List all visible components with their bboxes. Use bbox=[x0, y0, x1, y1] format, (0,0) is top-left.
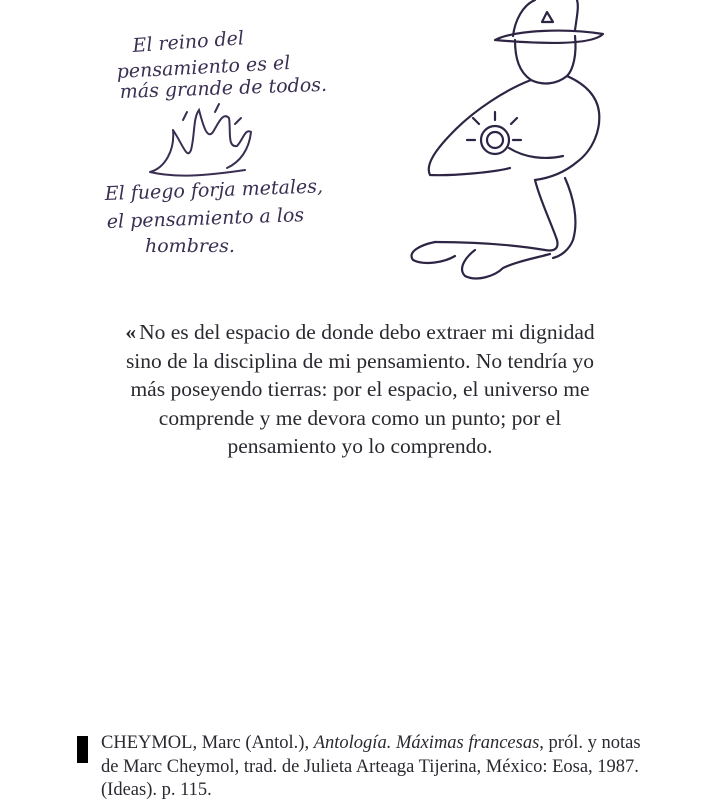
quote-mark-icon: « bbox=[125, 320, 136, 344]
citation-title: Antología. Máximas francesas bbox=[313, 733, 540, 753]
citation-author: CHEYMOL, Marc (Antol.), bbox=[101, 733, 314, 753]
sketch-illustration bbox=[95, 0, 625, 295]
caption-line-4: El fuego forja metales, bbox=[104, 175, 324, 205]
caption-line-6: hombres. bbox=[145, 235, 235, 257]
fire-icon bbox=[150, 104, 251, 176]
person-with-lamp-icon bbox=[412, 0, 603, 278]
quote-text: No es del espacio de donde debo extraer mi dignidad sino de la disciplina de mi pensamiento. No tendría yo más poseyendo tierras: por el espacio, el universo me comprende y me devora como un punto; por el pensamiento yo lo comprendo. bbox=[125, 320, 595, 458]
caption-line-3: más grande de todos. bbox=[119, 73, 328, 103]
caption-line-5: el pensamiento a los bbox=[106, 204, 305, 233]
citation-marker bbox=[77, 736, 88, 763]
citation-details: , pról. y notas de Marc Cheymol, trad. de Julieta Arteaga Tijerina, México: Eosa, 1987. (Ideas). p. 115. bbox=[101, 733, 641, 800]
citation bbox=[101, 732, 641, 803]
quote-block bbox=[110, 318, 610, 461]
caption-line-1: El reino del bbox=[131, 27, 245, 57]
caption-line-2: pensamiento es el bbox=[116, 51, 291, 83]
